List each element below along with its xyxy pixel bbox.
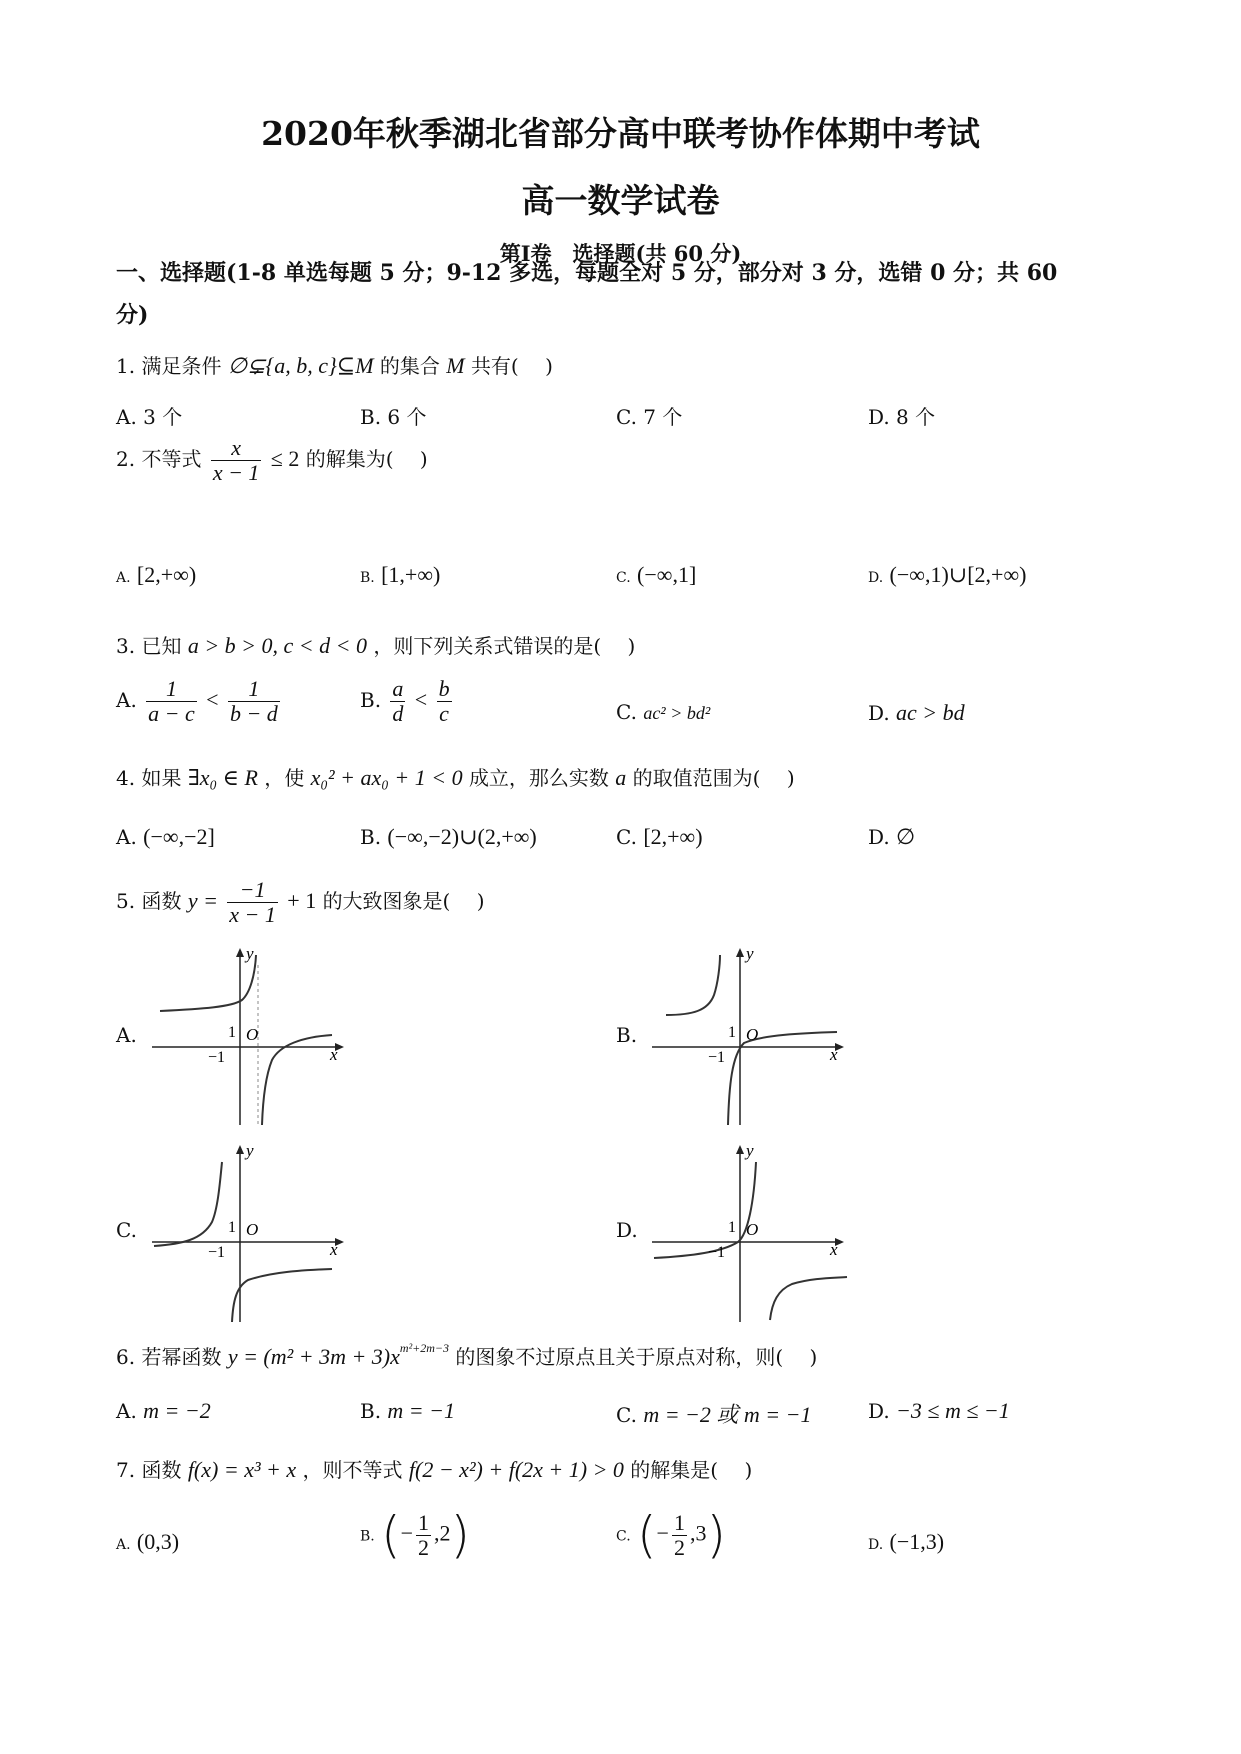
graph-b-y-label: y — [746, 945, 754, 963]
q4-cond1: ∃x₀ ∈ R — [187, 765, 258, 790]
q1-option-b[interactable]: B. 6 个 — [360, 405, 427, 429]
q2-b-value: [1,+∞) — [381, 562, 441, 587]
q2-a-value: [2,+∞) — [136, 562, 197, 587]
q4-option-d[interactable] — [868, 824, 915, 850]
question-4 — [116, 762, 795, 791]
q4-d-value: ∅ — [896, 824, 916, 849]
q2-relation: ≤ 2 — [270, 446, 300, 471]
q7-b-rparen: ) — [450, 1506, 471, 1564]
q5-num: −1 — [227, 878, 278, 903]
q6-d-label: D. — [868, 1399, 890, 1423]
q1-set: ∅⊊{a, b, c}⊆M — [227, 353, 374, 378]
q3-b-n1: a — [392, 676, 404, 701]
q7-option-d[interactable] — [868, 1529, 944, 1555]
q7-c-label: C. — [616, 1528, 631, 1545]
q7-b-label: B. — [360, 1528, 375, 1545]
q5-option-d-label[interactable]: D. — [616, 1218, 638, 1242]
graph-c-one: 1 — [228, 1219, 236, 1236]
q4-b-label: B. — [360, 825, 382, 849]
question-1 — [116, 350, 553, 379]
q7-c-tail: ,3 — [689, 1520, 707, 1546]
q1-option-a[interactable]: A. 3 个 — [116, 405, 183, 429]
q5-y: y = — [187, 888, 218, 913]
graph-d-y-label: y — [746, 1142, 754, 1160]
q3-a-label: A. — [116, 688, 137, 712]
q7-option-a[interactable] — [116, 1529, 179, 1555]
graph-a-y-label: y — [246, 945, 254, 963]
q2-denominator: x − 1 — [212, 460, 260, 485]
q6-expr: y = (m² + 3m + 3)x — [227, 1344, 400, 1369]
q4-d-label: D. — [868, 825, 890, 849]
q7-fx: f(x) = x³ + x — [187, 1457, 297, 1482]
q2-c-value: (−∞,1] — [637, 562, 697, 587]
q3-prefix: 3. 已知 — [116, 634, 182, 658]
q3-b-d2: c — [439, 701, 449, 726]
q4-a: a — [615, 765, 627, 790]
question-6 — [116, 1341, 817, 1370]
q4-mid: ，使 — [264, 766, 305, 790]
q5-plus: + 1 — [287, 888, 317, 913]
q4-tail: 的取值范围为( ) — [632, 766, 795, 790]
q1-option-c[interactable]: C. 7 个 — [616, 405, 683, 429]
q2-b-label: B. — [360, 570, 375, 586]
q3-b-label: B. — [360, 688, 382, 712]
graph-b-x-label: x — [830, 1045, 838, 1064]
q2-numerator: x — [211, 436, 262, 461]
q5-option-a-label[interactable]: A. — [116, 1023, 137, 1047]
q5-fraction — [227, 878, 278, 927]
q6-d-value: −3 ≤ m ≤ −1 — [896, 1398, 1010, 1423]
q3-c-label: C. — [616, 700, 637, 724]
q6-a-label: A. — [116, 1399, 137, 1423]
q6-option-a[interactable] — [116, 1398, 211, 1424]
q4-a-value: (−∞,−2] — [143, 824, 215, 849]
graph-c-y-label: y — [246, 1142, 254, 1160]
q5-tail: 的大致图象是( ) — [322, 889, 485, 913]
q6-b-label: B. — [360, 1399, 382, 1423]
q2-option-a[interactable] — [116, 562, 196, 588]
q2-option-d[interactable] — [868, 562, 1026, 588]
graph-c-origin: O — [246, 1220, 259, 1239]
q3-d-value: ac > bd — [896, 700, 965, 725]
q4-c-value: [2,+∞) — [643, 824, 703, 849]
q6-exponent: m²+2m−3 — [399, 1341, 450, 1355]
q7-prefix: 7. 函数 — [116, 1458, 182, 1482]
q5-den: x − 1 — [229, 902, 276, 927]
q1-tail: 共有( ) — [470, 354, 553, 378]
graph-a-neg1: −1 — [208, 1049, 226, 1066]
q3-b-op: < — [414, 687, 428, 712]
q6-tail: 的图象不过原点且关于原点对称，则( ) — [455, 1345, 818, 1369]
q3-option-c[interactable] — [616, 700, 710, 724]
graph-a-origin: O — [246, 1025, 259, 1044]
q5-option-c-label[interactable]: C. — [116, 1218, 137, 1242]
q5-graph-c[interactable] — [152, 1142, 352, 1326]
q7-a-value: (0,3) — [136, 1529, 180, 1554]
graph-d-one: 1 — [728, 1219, 736, 1236]
q5-graph-d[interactable] — [652, 1142, 852, 1326]
q6-option-d[interactable] — [868, 1398, 1010, 1424]
q6-c-value: m = −2 或 m = −1 — [643, 1402, 812, 1427]
graph-b-neg1: −1 — [708, 1049, 726, 1066]
q7-c-lparen: ( — [637, 1506, 657, 1564]
q3-a-op: < — [206, 687, 219, 712]
q7-c-n: 1 — [673, 1509, 685, 1535]
q7-inequality: f(2 − x²) + f(2x + 1) > 0 — [408, 1457, 624, 1482]
q3-a-frac2 — [228, 677, 280, 726]
graph-d-x-label: x — [830, 1240, 838, 1259]
q2-c-label: C. — [616, 570, 631, 586]
q7-b-minus: − — [400, 1520, 414, 1546]
q3-b-frac2 — [437, 677, 452, 726]
q2-prefix: 2. 不等式 — [116, 447, 202, 471]
graph-c-x-label: x — [330, 1240, 338, 1259]
q1-M: M — [446, 353, 465, 378]
q2-option-b[interactable] — [360, 562, 440, 588]
q4-prefix: 4. 如果 — [116, 766, 182, 790]
q3-option-d[interactable] — [868, 700, 965, 726]
q5-option-b-label[interactable]: B. — [616, 1023, 638, 1047]
q7-mid: ，则不等式 — [302, 1458, 403, 1482]
q6-prefix: 6. 若幂函数 — [116, 1345, 222, 1369]
q3-a-frac1 — [146, 677, 197, 726]
q7-option-b[interactable] — [360, 1506, 470, 1564]
graph-a-x-label: x — [330, 1045, 338, 1064]
question-7 — [116, 1454, 752, 1483]
q6-b-value: m = −1 — [387, 1398, 456, 1423]
graph-b-one: 1 — [728, 1024, 736, 1041]
q2-a-label: A. — [116, 570, 131, 586]
question-3 — [116, 630, 635, 659]
q6-option-c[interactable] — [616, 1398, 811, 1429]
q4-a-label: A. — [116, 825, 137, 849]
q3-tail: ，则下列关系式错误的是( ) — [373, 634, 636, 658]
q3-option-a[interactable] — [116, 677, 283, 726]
graph-c-neg1: −1 — [208, 1244, 226, 1261]
q2-fraction — [211, 436, 262, 485]
graph-d-origin: O — [746, 1220, 759, 1239]
q7-c-minus: − — [656, 1520, 669, 1546]
exam-title: 2020年秋季湖北省部分高中联考协作体期中考试 — [261, 114, 980, 153]
q3-option-b[interactable] — [360, 677, 455, 726]
q7-b-d: 2 — [418, 1534, 430, 1560]
q1-option-d[interactable]: D. 8 个 — [868, 405, 936, 429]
q7-c-rparen: ) — [706, 1506, 726, 1564]
q7-b-lparen: ( — [381, 1506, 401, 1564]
q4-c-label: C. — [616, 825, 637, 849]
section-heading-line1: 一、选择题(1-8 单选每题 5 分；9-12 多选，每题全对 5 分，部分对 3 分，选错 0 分；共 60 — [116, 260, 1058, 286]
q7-c-frac — [672, 1511, 687, 1560]
q3-b-n2: b — [438, 676, 450, 701]
q3-b-d1: d — [392, 701, 404, 726]
section-heading-line2: 分) — [116, 302, 149, 328]
q3-a-n1: 1 — [146, 677, 197, 702]
q6-a-value: m = −2 — [143, 1398, 211, 1423]
part-heading: 第Ⅰ卷 选择题(共 60 分) — [499, 241, 742, 266]
q6-c-label: C. — [616, 1403, 637, 1427]
graph-a-one: 1 — [228, 1024, 236, 1041]
q4-option-b[interactable] — [360, 824, 537, 850]
q2-d-value: (−∞,1)∪[2,+∞) — [889, 562, 1027, 587]
q1-prefix: 1. 满足条件 — [116, 354, 222, 378]
q3-condition: a > b > 0, c < d < 0 — [187, 633, 367, 658]
q5-graph-b[interactable] — [652, 945, 852, 1129]
q7-b-frac — [416, 1511, 431, 1560]
q1-mid: 的集合 — [379, 354, 440, 378]
q7-option-c[interactable] — [616, 1506, 726, 1564]
q5-prefix: 5. 函数 — [116, 889, 182, 913]
q4-mid2: 成立，那么实数 — [468, 766, 609, 790]
q3-a-d1: a − c — [148, 701, 195, 726]
q2-tail: 的解集为( ) — [305, 447, 428, 471]
q3-a-d2: b − d — [229, 701, 278, 726]
q2-d-label: D. — [868, 570, 884, 586]
q5-graph-a[interactable] — [152, 945, 352, 1129]
q7-b-n: 1 — [418, 1509, 430, 1535]
q4-option-a[interactable] — [116, 824, 215, 850]
q4-b-value: (−∞,−2)∪(2,+∞) — [387, 824, 537, 849]
q6-option-b[interactable] — [360, 1398, 455, 1424]
q7-tail: 的解集是( ) — [630, 1458, 753, 1482]
q4-option-c[interactable] — [616, 824, 703, 850]
exam-subtitle: 高一数学试卷 — [521, 181, 720, 220]
q7-d-label: D. — [868, 1537, 884, 1553]
q3-b-frac1 — [390, 677, 405, 726]
q7-a-label: A. — [116, 1537, 131, 1553]
graph-d-neg1: −1 — [708, 1244, 726, 1261]
q4-cond2: x₀² + ax₀ + 1 < 0 — [310, 765, 463, 790]
q7-c-d: 2 — [673, 1534, 685, 1560]
q7-d-value: (−1,3) — [889, 1529, 945, 1554]
q3-c-value: ac² > bd² — [643, 703, 711, 723]
graph-b-origin: O — [746, 1025, 759, 1044]
q3-a-n2: 1 — [228, 677, 280, 702]
q3-d-label: D. — [868, 701, 890, 725]
question-5 — [116, 878, 485, 927]
question-2 — [116, 436, 428, 485]
q7-b-tail: ,2 — [434, 1520, 451, 1546]
q2-option-c[interactable] — [616, 562, 696, 588]
